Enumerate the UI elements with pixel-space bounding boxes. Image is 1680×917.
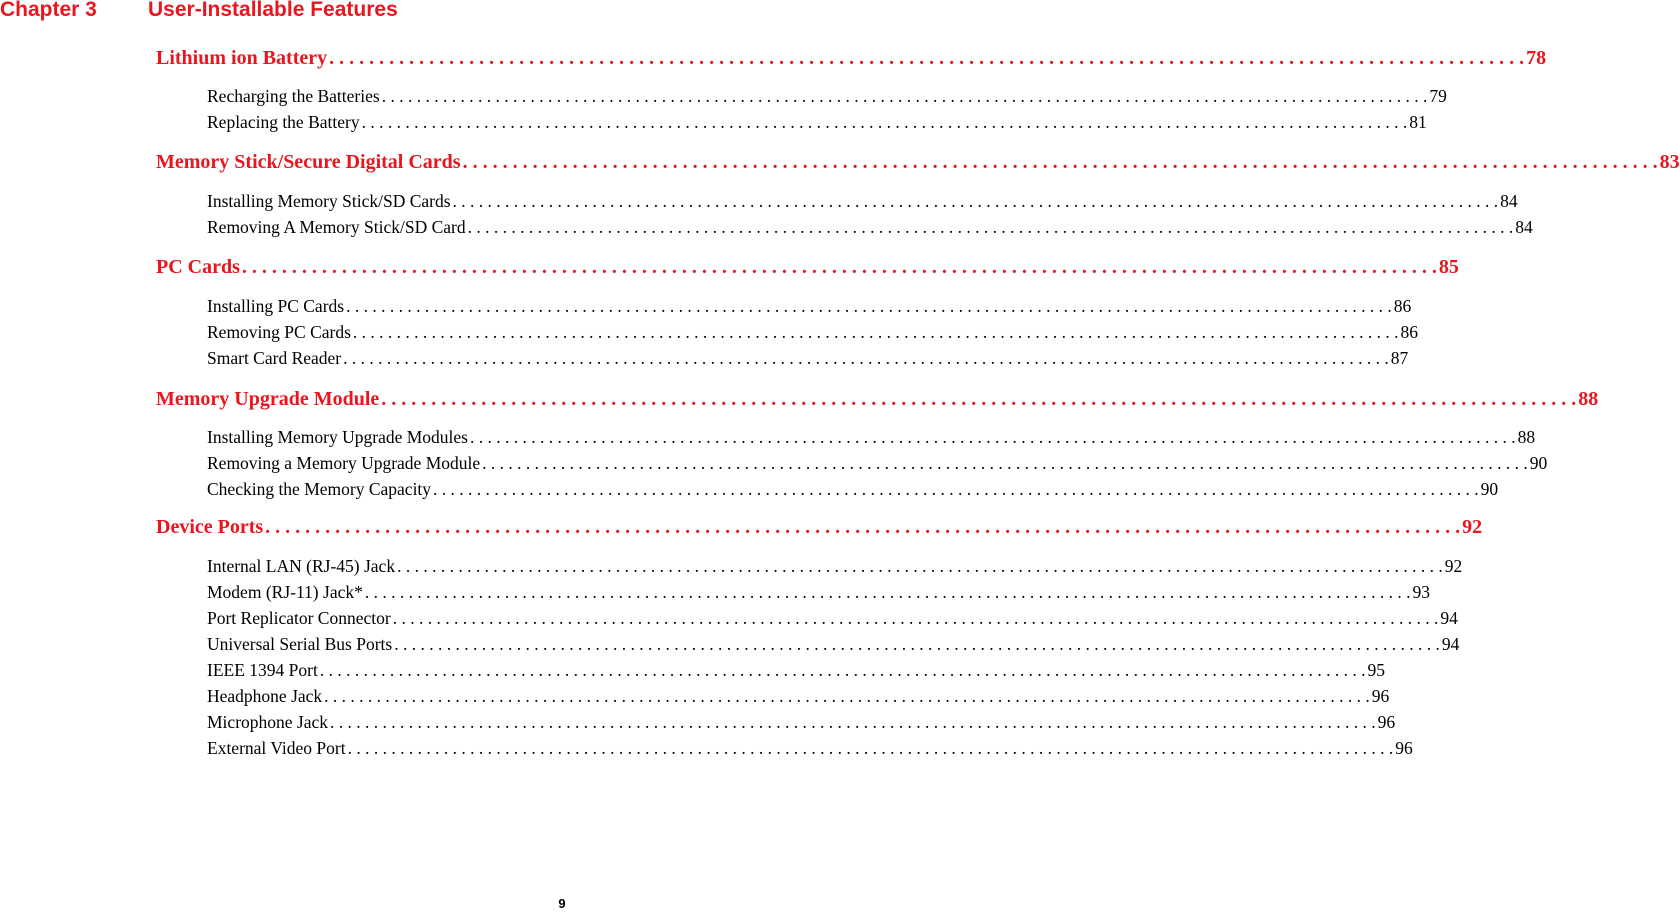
chapter-title: User-Installable Features	[148, 0, 398, 21]
dot-leader: . . . . . . . . . . . . . . . . . . . . . . . . . . . . . . . . . . . . . . . . . . . . . . . . . . . . . . . . . . . . . . . . . . . . . . . . . . . . . . . . . . . . . . . . . . . . . . . . . . . . . . . . . . . . . . . . . . . . . . . .	[319, 660, 1366, 680]
toc-entry-page: 87	[1390, 348, 1409, 368]
toc-entry-page: 96	[1377, 712, 1396, 732]
toc-section-page: 83	[1659, 151, 1680, 173]
toc-entry-title: Internal LAN (RJ-45) Jack	[207, 556, 396, 576]
dot-leader: . . . . . . . . . . . . . . . . . . . . . . . . . . . . . . . . . . . . . . . . . . . . . . . . . . . . . . . . . . . . . . . . . . . . . . . . . . . . . . . . . . . . . . . . . . . . . . . . . . . . . . . . . . . . . . . . . . . . . . . .	[381, 388, 1577, 410]
toc-entry[interactable]	[207, 191, 1518, 215]
toc-entry-title: Smart Card Reader	[207, 348, 342, 368]
toc-entry[interactable]	[207, 217, 1533, 241]
dot-leader: . . . . . . . . . . . . . . . . . . . . . . . . . . . . . . . . . . . . . . . . . . . . . . . . . . . . . . . . . . . . . . . . . . . . . . . . . . . . . . . . . . . . . . . . . . . . . . . . . . . . . . . . . . . . . . . . . . . . . . . .	[361, 112, 1408, 132]
dot-leader: . . . . . . . . . . . . . . . . . . . . . . . . . . . . . . . . . . . . . . . . . . . . . . . . . . . . . . . . . . . . . . . . . . . . . . . . . . . . . . . . . . . . . . . . . . . . . . . . . . . . . . . . . . . . . . . . . . . . . . . .	[364, 582, 1411, 602]
toc-entry-page: 86	[1400, 322, 1419, 342]
dot-leader: . . . . . . . . . . . . . . . . . . . . . . . . . . . . . . . . . . . . . . . . . . . . . . . . . . . . . . . . . . . . . . . . . . . . . . . . . . . . . . . . . . . . . . . . . . . . . . . . . . . . . . . . . . . . . . . . . . . . . . . .	[241, 256, 1437, 278]
toc-entry-title: External Video Port	[207, 738, 346, 758]
toc-entry-page: 88	[1517, 427, 1536, 447]
toc-entry[interactable]	[207, 712, 1396, 736]
toc-entry[interactable]	[207, 296, 1412, 320]
toc-entry[interactable]	[207, 608, 1458, 632]
dot-leader: . . . . . . . . . . . . . . . . . . . . . . . . . . . . . . . . . . . . . . . . . . . . . . . . . . . . . . . . . . . . . . . . . . . . . . . . . . . . . . . . . . . . . . . . . . . . . . . . . . . . . . . . . . . . . . . . . . . . . . . .	[433, 479, 1479, 499]
dot-leader: . . . . . . . . . . . . . . . . . . . . . . . . . . . . . . . . . . . . . . . . . . . . . . . . . . . . . . . . . . . . . . . . . . . . . . . . . . . . . . . . . . . . . . . . . . . . . . . . . . . . . . . . . . . . . . . . . . . . . . . .	[347, 738, 1394, 758]
toc-entry-page: 96	[1395, 738, 1413, 758]
dot-leader: . . . . . . . . . . . . . . . . . . . . . . . . . . . . . . . . . . . . . . . . . . . . . . . . . . . . . . . . . . . . . . . . . . . . . . . . . . . . . . . . . . . . . . . . . . . . . . . . . . . . . . . . . . . . . . . . . . . . . . . .	[397, 556, 1443, 576]
dot-leader: . . . . . . . . . . . . . . . . . . . . . . . . . . . . . . . . . . . . . . . . . . . . . . . . . . . . . . . . . . . . . . . . . . . . . . . . . . . . . . . . . . . . . . . . . . . . . . . . . . . . . . . . . . . . . . . . . . . . . . . .	[346, 296, 1392, 316]
toc-entry-title: Installing Memory Upgrade Modules	[207, 427, 468, 447]
toc-entry-page: 84	[1500, 191, 1518, 211]
toc-entry-page: 81	[1409, 112, 1427, 132]
toc-entry-page: 86	[1393, 296, 1412, 316]
toc-entry[interactable]	[207, 427, 1536, 451]
toc-entry-title: Microphone Jack	[207, 712, 329, 732]
toc-entry-page: 90	[1529, 453, 1548, 473]
toc-section-lithium-ion-battery[interactable]	[156, 47, 1547, 75]
dot-leader: . . . . . . . . . . . . . . . . . . . . . . . . . . . . . . . . . . . . . . . . . . . . . . . . . . . . . . . . . . . . . . . . . . . . . . . . . . . . . . . . . . . . . . . . . . . . . . . . . . . . . . . . . . . . . . . . . . . . . . . .	[394, 634, 1440, 654]
toc-entry-page: 95	[1367, 660, 1385, 680]
toc-entry[interactable]	[207, 582, 1430, 606]
dot-leader: . . . . . . . . . . . . . . . . . . . . . . . . . . . . . . . . . . . . . . . . . . . . . . . . . . . . . . . . . . . . . . . . . . . . . . . . . . . . . . . . . . . . . . . . . . . . . . . . . . . . . . . . . . . . . . . . . . . . . . . .	[462, 151, 1658, 173]
toc-entry[interactable]	[207, 634, 1460, 658]
toc-entry-title: Modem (RJ-11) Jack*	[207, 582, 363, 602]
toc-section-title: Memory Stick/Secure Digital Cards	[156, 151, 461, 173]
toc-entry-title: Port Replicator Connector	[207, 608, 391, 628]
dot-leader: . . . . . . . . . . . . . . . . . . . . . . . . . . . . . . . . . . . . . . . . . . . . . . . . . . . . . . . . . . . . . . . . . . . . . . . . . . . . . . . . . . . . . . . . . . . . . . . . . . . . . . . . . . . . . . . . . . . . . . . .	[381, 86, 1428, 106]
toc-section-memory-stick-sd-cards[interactable]	[156, 151, 1680, 179]
toc-entry-page: 94	[1441, 634, 1460, 654]
toc-section-memory-upgrade-module[interactable]	[156, 388, 1599, 416]
toc-section-page: 85	[1438, 256, 1459, 278]
toc-entry-title: Removing a Memory Upgrade Module	[207, 453, 481, 473]
toc-entry[interactable]	[207, 86, 1447, 110]
toc-section-title: Lithium ion Battery	[156, 47, 328, 69]
toc-entry-title: Removing PC Cards	[207, 322, 351, 342]
toc-entry-page: 94	[1440, 608, 1458, 628]
page-number: 9	[558, 896, 566, 911]
toc-entry[interactable]	[207, 322, 1419, 346]
toc-section-page: 78	[1526, 47, 1547, 69]
toc-entry[interactable]	[207, 556, 1463, 580]
toc-section-page: 92	[1462, 516, 1483, 538]
dot-leader: . . . . . . . . . . . . . . . . . . . . . . . . . . . . . . . . . . . . . . . . . . . . . . . . . . . . . . . . . . . . . . . . . . . . . . . . . . . . . . . . . . . . . . . . . . . . . . . . . . . . . . . . . . . . . . . . . . . . . . . .	[329, 47, 1525, 69]
toc-entry-title: Replacing the Battery	[207, 112, 360, 132]
toc-section-device-ports[interactable]	[156, 516, 1483, 544]
dot-leader: . . . . . . . . . . . . . . . . . . . . . . . . . . . . . . . . . . . . . . . . . . . . . . . . . . . . . . . . . . . . . . . . . . . . . . . . . . . . . . . . . . . . . . . . . . . . . . . . . . . . . . . . . . . . . . . . . . . . . . . .	[330, 712, 1376, 732]
toc-section-title: Device Ports	[156, 516, 264, 538]
toc-section-title: Memory Upgrade Module	[156, 388, 380, 410]
dot-leader: . . . . . . . . . . . . . . . . . . . . . . . . . . . . . . . . . . . . . . . . . . . . . . . . . . . . . . . . . . . . . . . . . . . . . . . . . . . . . . . . . . . . . . . . . . . . . . . . . . . . . . . . . . . . . . . . . . . . . . . .	[467, 217, 1514, 237]
toc-entry-title: Recharging the Batteries	[207, 86, 380, 106]
toc-entry-title: Installing PC Cards	[207, 296, 345, 316]
toc-entry[interactable]	[207, 479, 1499, 503]
toc-entry-title: Installing Memory Stick/SD Cards	[207, 191, 451, 211]
chapter-header	[0, 0, 398, 26]
toc-entry-page: 90	[1480, 479, 1499, 499]
toc-section-pc-cards[interactable]	[156, 256, 1459, 284]
dot-leader: . . . . . . . . . . . . . . . . . . . . . . . . . . . . . . . . . . . . . . . . . . . . . . . . . . . . . . . . . . . . . . . . . . . . . . . . . . . . . . . . . . . . . . . . . . . . . . . . . . . . . . . . . . . . . . . . . . . . . . . .	[452, 191, 1499, 211]
dot-leader: . . . . . . . . . . . . . . . . . . . . . . . . . . . . . . . . . . . . . . . . . . . . . . . . . . . . . . . . . . . . . . . . . . . . . . . . . . . . . . . . . . . . . . . . . . . . . . . . . . . . . . . . . . . . . . . . . . . . . . . .	[482, 453, 1528, 473]
chapter-number: Chapter 3	[0, 0, 97, 21]
toc-entry-page: 96	[1371, 686, 1390, 706]
toc-entry-title: Headphone Jack	[207, 686, 323, 706]
toc-entry[interactable]	[207, 348, 1409, 372]
toc-entry-title: Removing A Memory Stick/SD Card	[207, 217, 466, 237]
toc-entry[interactable]	[207, 660, 1385, 684]
toc-entry-page: 79	[1429, 86, 1447, 106]
dot-leader: . . . . . . . . . . . . . . . . . . . . . . . . . . . . . . . . . . . . . . . . . . . . . . . . . . . . . . . . . . . . . . . . . . . . . . . . . . . . . . . . . . . . . . . . . . . . . . . . . . . . . . . . . . . . . . . . . . . . . . . .	[470, 427, 1516, 447]
toc-section-page: 88	[1578, 388, 1599, 410]
toc-entry[interactable]	[207, 686, 1390, 710]
toc-entry[interactable]	[207, 453, 1548, 477]
toc-entry-page: 84	[1515, 217, 1533, 237]
dot-leader: . . . . . . . . . . . . . . . . . . . . . . . . . . . . . . . . . . . . . . . . . . . . . . . . . . . . . . . . . . . . . . . . . . . . . . . . . . . . . . . . . . . . . . . . . . . . . . . . . . . . . . . . . . . . . . . . . . . . . . . .	[352, 322, 1399, 342]
toc-entry-title: IEEE 1394 Port	[207, 660, 318, 680]
dot-leader: . . . . . . . . . . . . . . . . . . . . . . . . . . . . . . . . . . . . . . . . . . . . . . . . . . . . . . . . . . . . . . . . . . . . . . . . . . . . . . . . . . . . . . . . . . . . . . . . . . . . . . . . . . . . . . . . . . . . . . . .	[265, 516, 1461, 538]
toc-entry-page: 93	[1412, 582, 1430, 602]
dot-leader: . . . . . . . . . . . . . . . . . . . . . . . . . . . . . . . . . . . . . . . . . . . . . . . . . . . . . . . . . . . . . . . . . . . . . . . . . . . . . . . . . . . . . . . . . . . . . . . . . . . . . . . . . . . . . . . . . . . . . . . .	[343, 348, 1389, 368]
toc-entry-title: Checking the Memory Capacity	[207, 479, 432, 499]
toc-section-title: PC Cards	[156, 256, 240, 278]
toc-entry[interactable]	[207, 112, 1427, 136]
dot-leader: . . . . . . . . . . . . . . . . . . . . . . . . . . . . . . . . . . . . . . . . . . . . . . . . . . . . . . . . . . . . . . . . . . . . . . . . . . . . . . . . . . . . . . . . . . . . . . . . . . . . . . . . . . . . . . . . . . . . . . . .	[324, 686, 1370, 706]
dot-leader: . . . . . . . . . . . . . . . . . . . . . . . . . . . . . . . . . . . . . . . . . . . . . . . . . . . . . . . . . . . . . . . . . . . . . . . . . . . . . . . . . . . . . . . . . . . . . . . . . . . . . . . . . . . . . . . . . . . . . . . .	[392, 608, 1439, 628]
toc-entry[interactable]	[207, 738, 1413, 762]
toc-entry-title: Universal Serial Bus Ports	[207, 634, 393, 654]
toc-entry-page: 92	[1444, 556, 1463, 576]
